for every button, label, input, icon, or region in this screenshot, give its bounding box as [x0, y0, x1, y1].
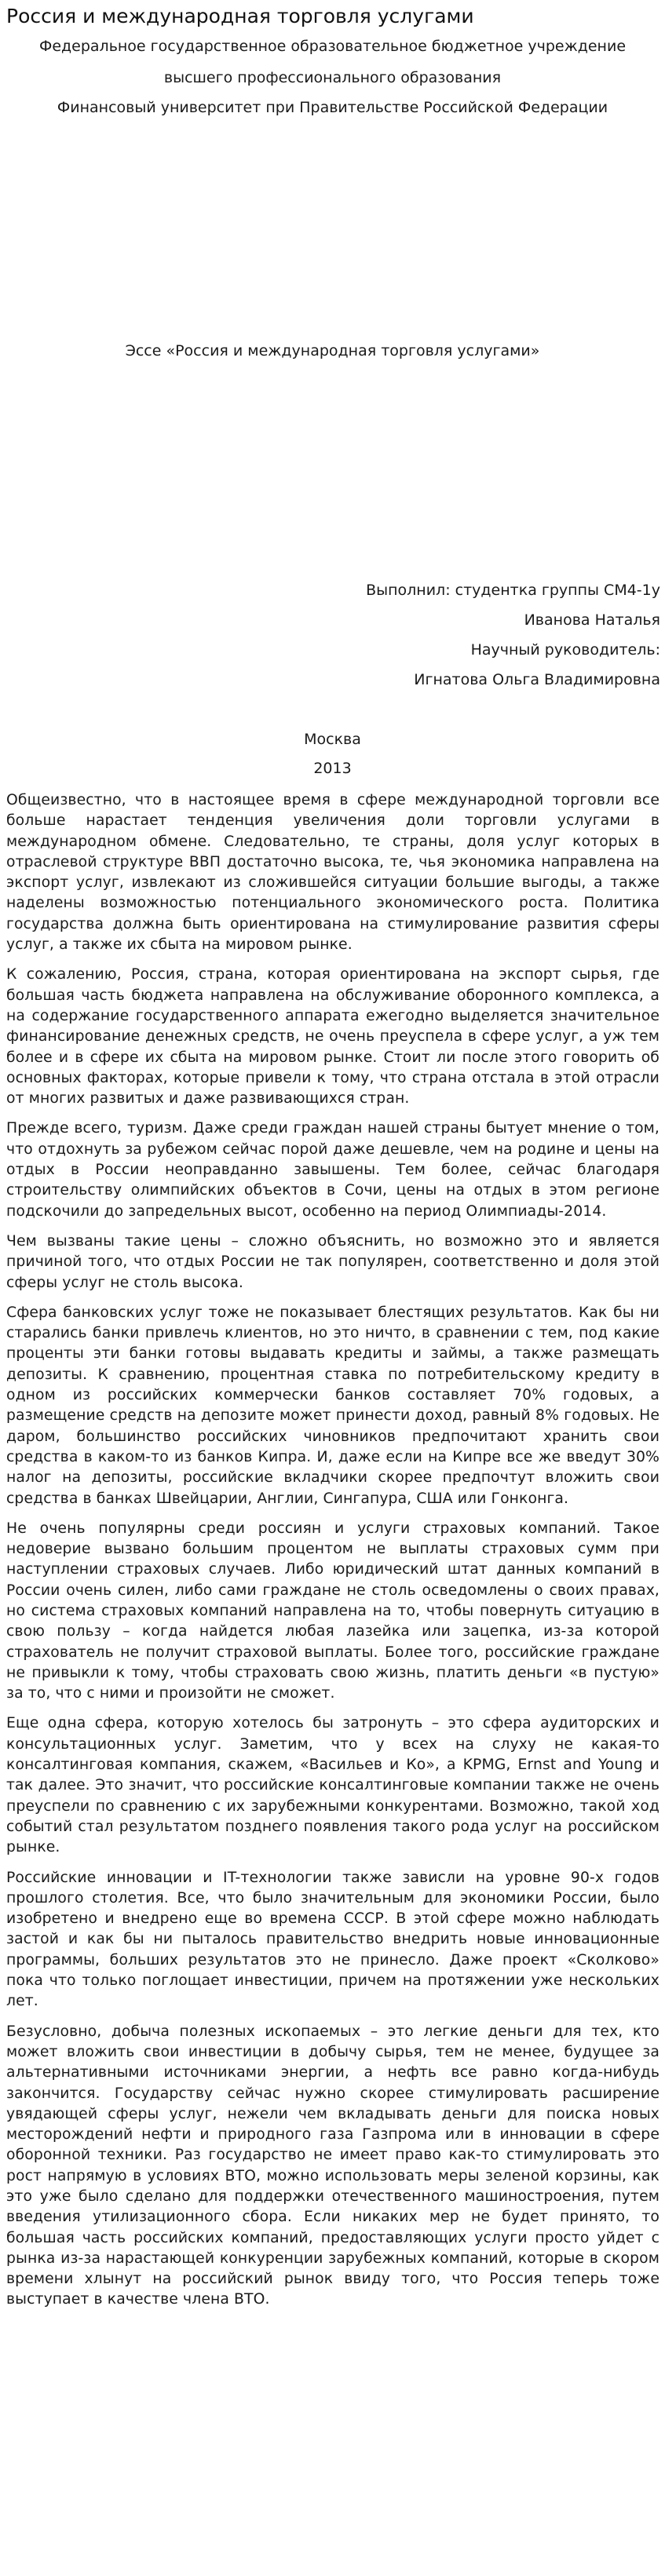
year: 2013 [313, 760, 352, 777]
institution-line-3: Финансовый университет при Правительстве Российской Федерации [57, 99, 608, 116]
paragraph: Сфера банковских услуг тоже не показывает блестящих результатов. Как бы ни старались банки привлечь клиентов, но это ничто, в сравнении с тем, под какие проценты эти банки готовы выдавать кредиты и займы, а также размещать депозиты. К сравнению, процентная ставка по потребительскому кредиту в одном из российских коммерчески банков составляет 70% годовых, а размещение средств на депозите может принести доход, равный 8% годовых. Не даром, большинство российских чиновников предпочитают хранить свои средства в каком-то из банков Кипра. И, даже если на Кипре все же введут 30% налог на депозиты, российские вкладчики скорее предпочтут вложить свои средства в банках Швейцарии, Англии, Сингапура, США или Гонконга. [6, 1304, 660, 1507]
essay-body [6, 790, 660, 2320]
performed-by: Выполнил: студентка группы СМ4-1у [366, 582, 660, 599]
paragraph: Российские инновации и IT-технологии также зависли на уровне 90-х годов прошлого столетия. Все, что было значительным для экономики России, было изобретено и внедрено еще во времена СССР. В этой сфере можно наблюдать застой и как бы ни пыталось правительство внедрить новые инновационные программы, больших результатов это не принесло. Даже проект «Сколково» пока что только поглощает инвестиции, причем на протяжении уже нескольких лет. [6, 1869, 660, 2010]
document-title: Россия и международная торговля услугами [6, 5, 474, 27]
institution-line-1: Федеральное государственное образовательное бюджетное учреждение [38, 38, 627, 55]
city: Москва [304, 731, 361, 748]
supervisor-name: Игнатова Ольга Владимировна [414, 671, 660, 688]
paragraph: Не очень популярны среди россиян и услуги страховых компаний. Такое недоверие вызвано большим процентом не выплаты страховых сумм при наступлении страховых случаев. Либо юридический штат данных компаний в России очень силен, либо сами граждане не столь осведомлены о своих правах, но система страховых компаний направлена на то, чтобы повернуть ситуацию в свою пользу – когда найдется любая лазейка или зацепка, из-за которой страхователь не получит страховой выплаты. Более того, российские граждане не привыкли к тому, чтобы страховать свою жизнь, платить деньги «в пустую» за то, что с ними и произойти не сможет. [6, 1520, 660, 1702]
paragraph: Общеизвестно, что в настоящее время в сфере международной торговли все больше нарастает тенденция увеличения доли торговли услугами в международном обмене. Следовательно, те страны, доля услуг которых в отраслевой структуре ВВП достаточно высока, те, чья экономика направлена на экспорт услуг, извлекают из сложившейся ситуации большие выгоды, а также наделены возможностью потенциального экономического роста. Политика государства должна быть ориентирована на стимулирование развития сферы услуг, а также их сбыта на мировом рынке. [6, 792, 660, 954]
paragraph: Еще одна сфера, которую хотелось бы затронуть – это сфера аудиторских и консультационных услуг. Заметим, что у всех на слуху не какая-то консалтинговая компания, скажем, «Васильев и Ко», а KPMG, Ernst and Young и так далее. Это значит, что российские консалтинговые компании также не очень преуспели по сравнению с их зарубежными конкурентами. Возможно, такой ход событий стал результатом позднего появления такого рода услуг на российском рынке. [6, 1715, 660, 1856]
paragraph: Чем вызваны такие цены – сложно объяснить, но возможно это и является причиной того, что отдых России не так популярен, соответственно и доля этой сферы услуг не столь высока. [6, 1232, 660, 1291]
paragraph: Безусловно, добыча полезных ископаемых – это легкие деньги для тех, кто может вложить свои инвестиции в добычу сырья, тем не менее, будущее за альтернативными источниками энергии, а нефть все равно когда-нибудь закончится. Государству сейчас нужно скорее стимулировать расширение увядающей сферы услуг, нежели чем вкладывать деньги для поиска новых месторождений нефти и природного газа Газпрома или в инновации в сфере оборонной техники. Раз государство не имеет право как-то стимулировать это рост напрямую в условиях ВТО, можно использовать меры зеленой корзины, как это уже было сделано для поддержки отечественного машиностроения, путем введения утилизационного сбора. Если никаких мер не будет принято, то большая часть российских компаний, предоставляющих услуги просто уйдет с рынка из-за нарастающей конкуренции зарубежных компаний, которые в скором времени хлынут на российский рынок ввиду того, что Россия теперь тоже выступает в качестве члена ВТО. [6, 2023, 660, 2308]
essay-title: Эссе «Россия и международная торговля услугами» [125, 342, 540, 359]
institution-line-2: высшего профессионального образования [163, 69, 502, 86]
student-name: Иванова Наталья [524, 611, 660, 629]
supervisor-label: Научный руководитель: [470, 641, 660, 659]
paragraph: К сожалению, Россия, страна, которая ориентирована на экспорт сырья, где большая часть бюджета направлена на обслуживание оборонного комплекса, а на содержание государственного аппарата ежегодно выделяется значительное финансирование денежных средств, не очень преуспела в сфере услуг, а уж тем более и в сфере их сбыта на мировом рынке. Стоит ли после этого говорить об основных факторах, которые привели к тому, что страна отстала в этой отрасли от многих развитых и даже развивающихся стран. [6, 966, 660, 1107]
paragraph: Прежде всего, туризм. Даже среди граждан нашей страны бытует мнение о том, что отдохнуть за рубежом сейчас порой даже дешевле, чем на родине и цены на отдых в России неоправданно завышены. Тем более, сейчас благодаря строительству олимпийских объектов в Сочи, цены на отдых в этом регионе подскочили до запредельных высот, особенно на период Олимпиады-2014. [6, 1120, 660, 1220]
